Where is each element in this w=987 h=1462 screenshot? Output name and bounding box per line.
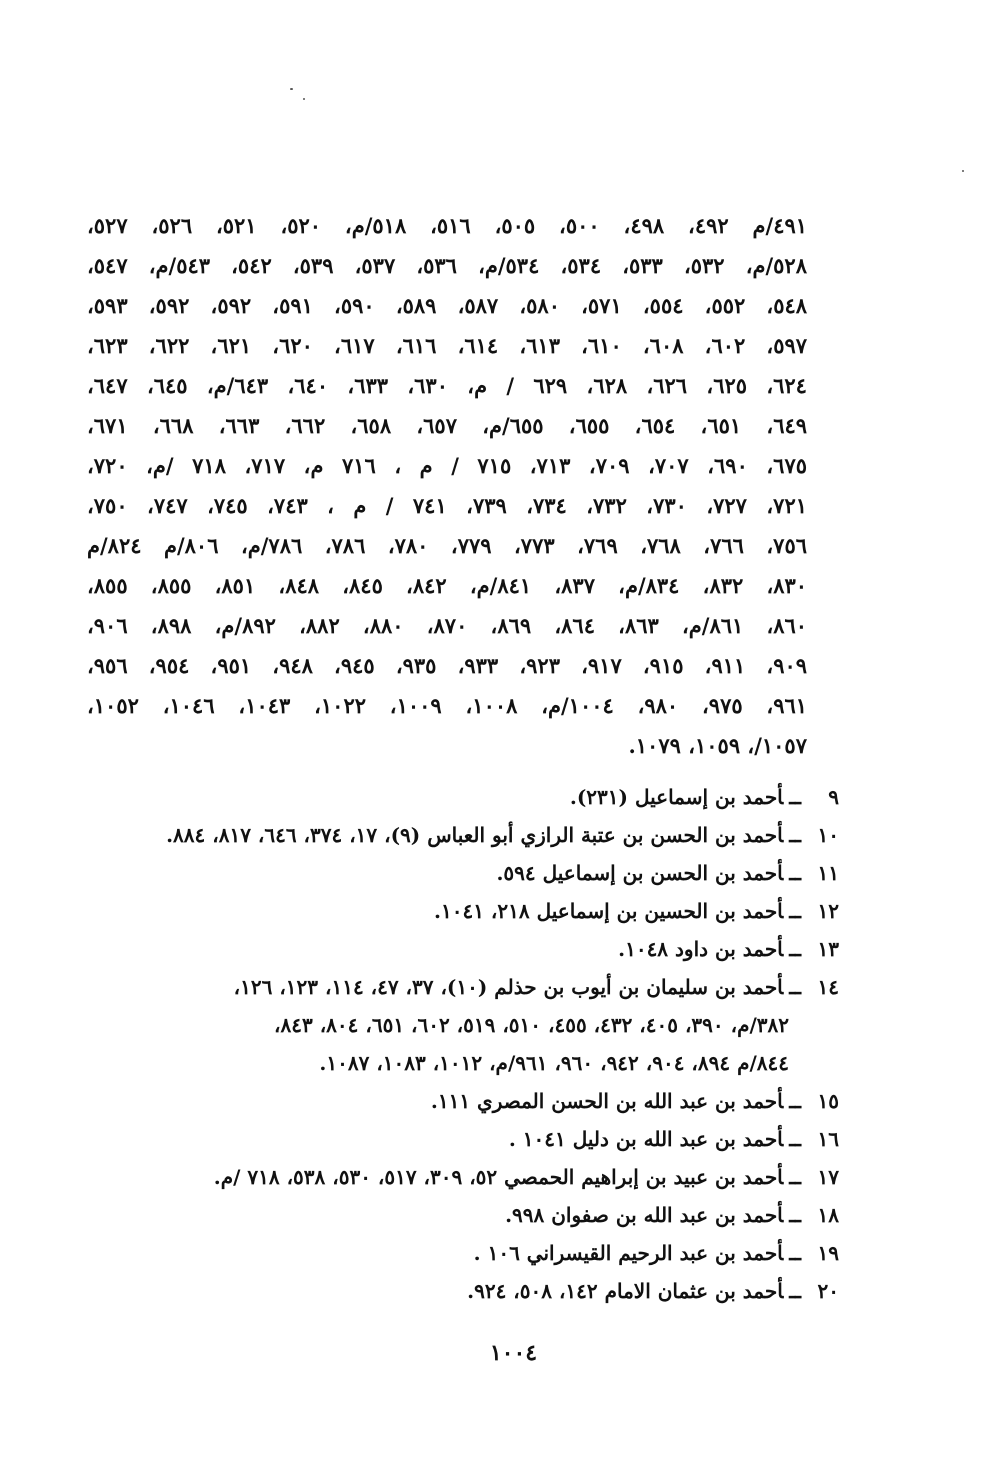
entry-dash: ــ: [789, 861, 801, 885]
entry-text: أحمد بن داود ١٠٤٨.: [618, 937, 784, 961]
entry-dash: ــ: [789, 823, 801, 847]
entry-number: ١١: [817, 861, 839, 885]
index-entry: [119, 892, 839, 930]
index-entries: [119, 778, 839, 1310]
entry-dash: ــ: [789, 785, 801, 809]
entry-number: ١٤: [817, 975, 839, 999]
entry-text: أحمد بن عبد الله بن الحسن المصري ١١١.: [430, 1089, 784, 1113]
index-continuation: [87, 206, 807, 766]
index-line: ٧٢١، ٧٢٧، ٧٣٠، ٧٣٢، ٧٣٤، ٧٣٩، ٧٤١ / م ، ٧٤٣، ٧٤٥، ٧٤٧، ٧٥٠،: [87, 493, 808, 518]
index-line: ٦٧٥، ٦٩٠، ٧٠٧، ٧٠٩، ٧١٣، ٧١٥ / م ، ٧١٦ م، ٧١٧، ٧١٨ /م، ٧٢٠،: [87, 453, 808, 478]
scan-speck: [290, 88, 293, 90]
entry-text: أحمد بن الحسن بن عتبة الرازي أبو العباس (٩)، ١٧، ٣٧٤، ٦٤٦، ٨١٧، ٨٨٤.: [166, 823, 784, 847]
index-entry: [119, 930, 839, 968]
entry-text: أحمد بن عبد الله بن صفوان ٩٩٨.: [505, 1203, 784, 1227]
index-line: ٨٦٠، ٨٦١/م، ٨٦٣، ٨٦٤، ٨٦٩، ٨٧٠، ٨٨٠، ٨٨٢، ٨٩٢/م، ٨٩٨، ٩٠٦،: [87, 613, 808, 638]
index-entry: [119, 1196, 839, 1234]
entry-number: ١٣: [817, 937, 839, 961]
entry-dash: ــ: [789, 1279, 801, 1303]
entry-text: أحمد بن سليمان بن أيوب بن حذلم (١٠)، ٣٧، ٤٧، ١١٤، ١٢٣، ١٢٦،: [233, 975, 784, 999]
page-number: ١٠٠٤: [489, 1340, 538, 1366]
index-entry: [119, 1272, 839, 1310]
entry-text: أحمد بن الحسن بن إسماعيل ٥٩٤.: [496, 861, 784, 885]
index-line: ٩٠٩، ٩١١، ٩١٥، ٩١٧، ٩٢٣، ٩٣٣، ٩٣٥، ٩٤٥، ٩٤٨، ٩٥١، ٩٥٤، ٩٥٦،: [87, 653, 808, 678]
entry-text: أحمد بن عثمان الامام ١٤٢، ٥٠٨، ٩٢٤.: [467, 1279, 784, 1303]
index-line: ٧٥٦، ٧٦٦، ٧٦٨، ٧٦٩، ٧٧٣، ٧٧٩، ٧٨٠، ٧٨٦، ٧٨٦/م، ٨٠٦/م ٨٢٤/م: [87, 533, 808, 558]
entry-dash: ــ: [789, 1165, 801, 1189]
entry-text: أحمد بن الحسين بن إسماعيل ٢١٨، ١٠٤١.: [434, 899, 784, 923]
scan-speck: [303, 98, 305, 100]
index-line: ٥٢٨/م، ٥٣٢، ٥٣٣، ٥٣٤، ٥٣٤/م، ٥٣٦، ٥٣٧، ٥٣٩، ٥٤٢، ٥٤٣/م، ٥٤٧،: [87, 253, 807, 278]
index-entry: [119, 1082, 839, 1120]
scan-speck: [962, 170, 964, 172]
entry-number: ١٥: [817, 1089, 839, 1113]
entry-text: أحمد بن إسماعيل (٢٣١).: [569, 785, 784, 809]
entry-dash: ــ: [789, 1089, 801, 1113]
index-entry: [119, 778, 839, 816]
entry-number: ١٩: [817, 1241, 839, 1265]
entry-dash: ــ: [789, 1127, 801, 1151]
entry-dash: ــ: [789, 937, 801, 961]
entry-number: ٩: [828, 785, 839, 809]
index-line: ٦٢٤، ٦٢٥، ٦٢٦، ٦٢٨، ٦٢٩ / م، ٦٣٠، ٦٣٣، ٦٤٠، ٦٤٣/م، ٦٤٥، ٦٤٧،: [87, 373, 807, 398]
entry-dash: ــ: [789, 975, 801, 999]
entry-continuation: ٨٤٤/م ٨٩٤، ٩٠٤، ٩٤٢، ٩٦٠، ٩٦١/م، ١٠١٢، ١٠٨٣، ١٠٨٧.: [319, 1051, 789, 1075]
index-line: ٩٦١، ٩٧٥، ٩٨٠، ١٠٠٤/م، ١٠٠٨، ١٠٠٩، ١٠٢٢، ١٠٤٣، ١٠٤٦، ١٠٥٢،: [87, 693, 808, 718]
entry-number: ١٦: [817, 1127, 839, 1151]
index-line: ١٠٥٧/، ١٠٥٩، ١٠٧٩.: [628, 733, 807, 758]
index-entry: [119, 854, 839, 892]
entry-number: ١٧: [817, 1165, 839, 1189]
index-line: ٨٣٠، ٨٣٢، ٨٣٤/م، ٨٣٧، ٨٤١/م، ٨٤٢، ٨٤٥، ٨٤٨، ٨٥١، ٨٥٥، ٨٥٥،: [87, 573, 808, 598]
entry-dash: ــ: [789, 899, 801, 923]
entry-text: أحمد بن عبد الرحيم القيسراني ١٠٦ .: [473, 1241, 784, 1265]
entry-text: أحمد بن عبد الله بن دليل ١٠٤١ .: [508, 1127, 784, 1151]
index-line: ٥٩٧، ٦٠٢، ٦٠٨، ٦١٠، ٦١٣، ٦١٤، ٦١٦، ٦١٧، ٦٢٠، ٦٢١، ٦٢٢، ٦٢٣،: [87, 333, 808, 358]
entry-number: ١٨: [817, 1203, 839, 1227]
entry-number: ٢٠: [817, 1279, 839, 1303]
index-entry: [119, 1234, 839, 1272]
entry-dash: ــ: [789, 1203, 801, 1227]
index-line: ٦٤٩، ٦٥١، ٦٥٤، ٦٥٥، ٦٥٥/م، ٦٥٧، ٦٥٨، ٦٦٢، ٦٦٣، ٦٦٨، ٦٧١،: [87, 413, 808, 438]
entry-dash: ــ: [789, 1241, 801, 1265]
index-entry: [119, 816, 839, 854]
entry-continuation: ٣٨٢/م، ٣٩٠، ٤٠٥، ٤٣٢، ٤٥٥، ٥١٠، ٥١٩، ٦٠٢، ٦٥١، ٨٠٤، ٨٤٣،: [274, 1013, 789, 1037]
entry-number: ١٠: [817, 823, 839, 847]
index-entry: [119, 1120, 839, 1158]
index-line: ٤٩١/م ٤٩٢، ٤٩٨، ٥٠٠، ٥٠٥، ٥١٦، ٥١٨/م، ٥٢٠، ٥٢١، ٥٢٦، ٥٢٧،: [87, 213, 808, 238]
entry-number: ١٢: [817, 899, 839, 923]
index-line: ٥٤٨، ٥٥٢، ٥٥٤، ٥٧١، ٥٨٠، ٥٨٧، ٥٨٩، ٥٩٠، ٥٩١، ٥٩٢، ٥٩٢، ٥٩٣،: [87, 293, 808, 318]
index-entry: [119, 1158, 839, 1196]
entry-text: أحمد بن عبيد بن إبراهيم الحمصي ٥٢، ٣٠٩، ٥١٧، ٥٣٠، ٥٣٨، ٧١٨ /م.: [213, 1165, 784, 1189]
index-entry: [119, 968, 839, 1082]
